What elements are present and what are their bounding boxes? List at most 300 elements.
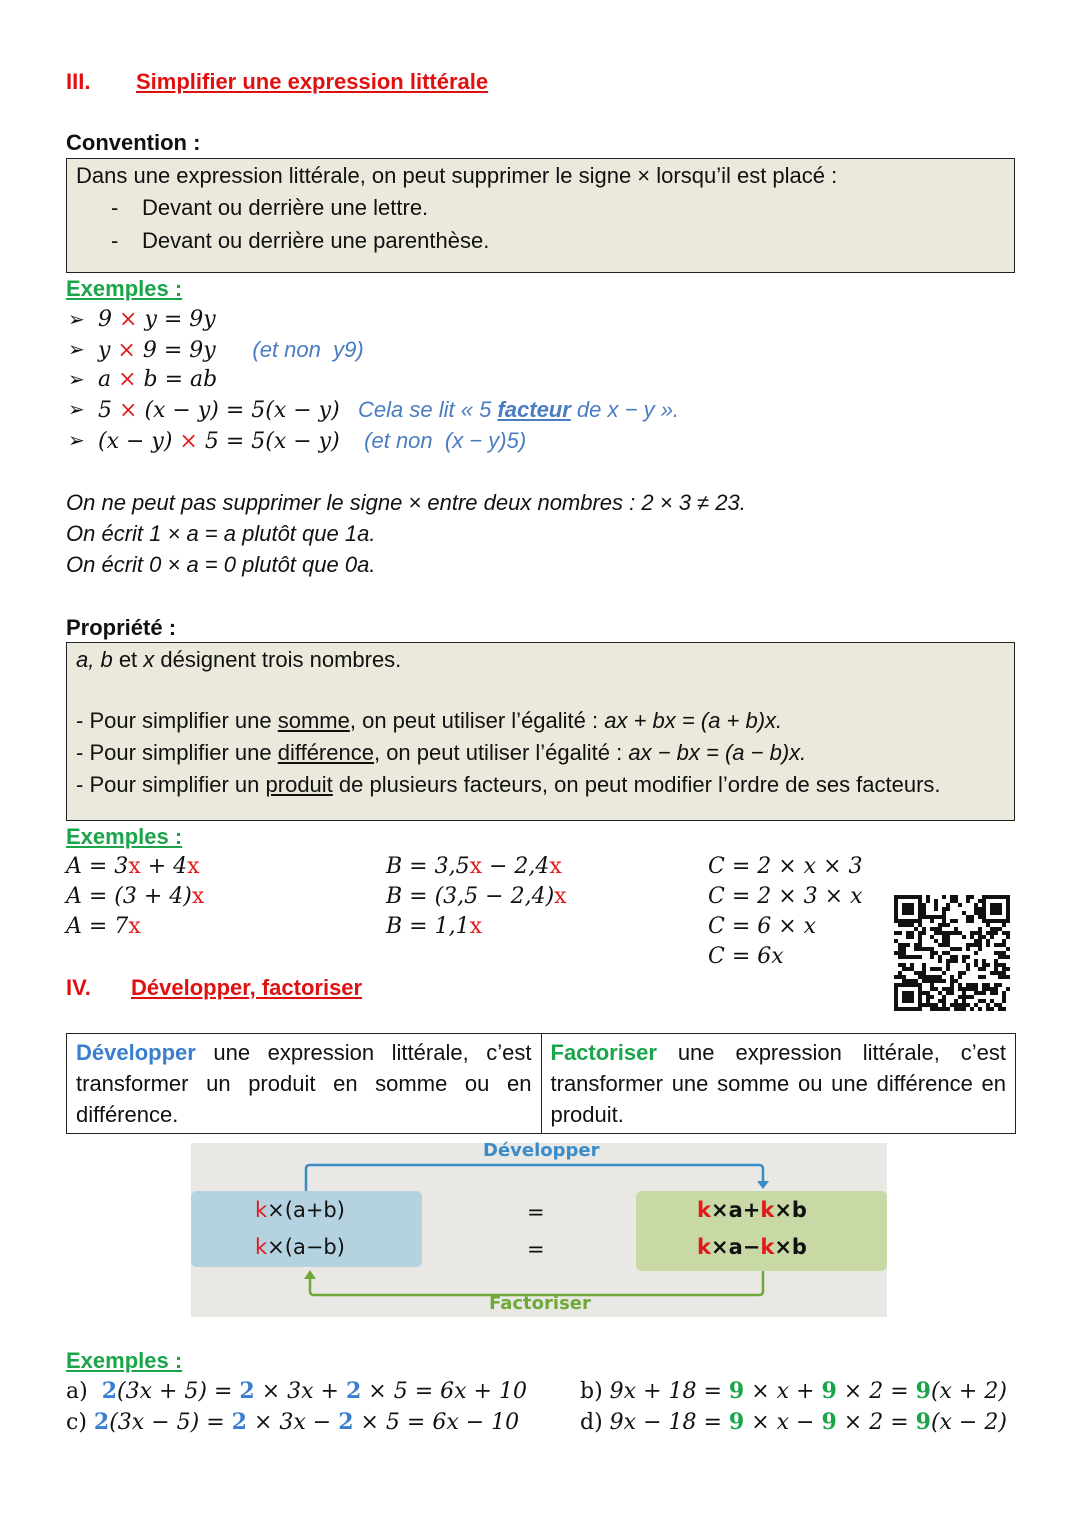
qr-module bbox=[946, 931, 950, 935]
qr-module bbox=[986, 923, 990, 927]
example-b-line bbox=[386, 913, 482, 941]
qr-module bbox=[930, 955, 934, 959]
qr-module bbox=[970, 987, 974, 991]
qr-module bbox=[1002, 999, 1006, 1003]
text-segment: x bbox=[549, 854, 562, 879]
text-segment: ×a+ bbox=[710, 1198, 761, 1222]
text-segment: × 2 = bbox=[836, 1379, 916, 1404]
text-segment: 9 bbox=[821, 1378, 837, 1404]
qr-module bbox=[942, 995, 946, 999]
qr-module bbox=[982, 919, 986, 923]
qr-module bbox=[902, 991, 906, 995]
text-segment: x bbox=[554, 884, 567, 909]
qr-module bbox=[970, 983, 974, 987]
qr-module bbox=[970, 1007, 974, 1011]
qr-module bbox=[922, 927, 926, 931]
qr-module bbox=[902, 951, 906, 955]
qr-module bbox=[994, 943, 998, 947]
qr-module bbox=[1002, 923, 1006, 927]
qr-module bbox=[922, 1003, 926, 1007]
definition-text: une expression littérale, c’est transformer une somme ou une différence en produit. bbox=[550, 1040, 1006, 1127]
qr-module bbox=[966, 947, 970, 951]
qr-module bbox=[1006, 915, 1010, 919]
qr-module bbox=[930, 995, 934, 999]
text-segment: C = 6x bbox=[708, 944, 784, 969]
property-line bbox=[76, 739, 806, 767]
qr-module bbox=[934, 975, 938, 979]
qr-module bbox=[990, 903, 994, 907]
qr-module bbox=[954, 927, 958, 931]
qr-module bbox=[942, 999, 946, 1003]
qr-module bbox=[982, 967, 986, 971]
qr-module bbox=[918, 947, 922, 951]
qr-module bbox=[942, 987, 946, 991]
qr-module bbox=[902, 963, 906, 967]
qr-module bbox=[918, 971, 922, 975]
qr-module bbox=[962, 1007, 966, 1011]
qr-module bbox=[982, 915, 986, 919]
text-segment: x bbox=[469, 914, 482, 939]
qr-module bbox=[994, 987, 998, 991]
text-segment: ×a− bbox=[710, 1235, 761, 1259]
qr-module bbox=[914, 947, 918, 951]
qr-module bbox=[950, 931, 954, 935]
qr-module bbox=[894, 939, 898, 943]
example-a-line bbox=[66, 913, 141, 941]
text-segment: , on peut utiliser l’égalité : bbox=[349, 708, 605, 733]
qr-module bbox=[906, 903, 910, 907]
qr-module bbox=[1006, 987, 1010, 991]
qr-module bbox=[958, 1007, 962, 1011]
text-segment: × x + bbox=[744, 1379, 822, 1404]
qr-module bbox=[962, 999, 966, 1003]
qr-module bbox=[938, 959, 942, 963]
qr-module bbox=[1006, 967, 1010, 971]
qr-module bbox=[906, 995, 910, 999]
qr-module bbox=[978, 927, 982, 931]
qr-module bbox=[950, 1003, 954, 1007]
qr-module bbox=[898, 919, 902, 923]
qr-module bbox=[918, 987, 922, 991]
qr-module bbox=[950, 919, 954, 923]
text-segment: C = 2 × x × 3 bbox=[708, 854, 863, 879]
qr-module bbox=[906, 895, 910, 899]
qr-module bbox=[974, 963, 978, 967]
qr-module bbox=[998, 907, 1002, 911]
qr-module bbox=[926, 991, 930, 995]
text-segment: k bbox=[760, 1198, 775, 1222]
text-segment: k bbox=[255, 1235, 268, 1259]
text-segment: × bbox=[118, 367, 144, 392]
text-segment: produit bbox=[265, 772, 333, 797]
qr-module bbox=[906, 911, 910, 915]
qr-module bbox=[1006, 911, 1010, 915]
qr-module bbox=[974, 983, 978, 987]
qr-module bbox=[998, 911, 1002, 915]
qr-module bbox=[950, 947, 954, 951]
qr-module bbox=[958, 987, 962, 991]
qr-module bbox=[902, 967, 906, 971]
remark: On écrit 0 × a = 0 plutôt que 0a. bbox=[66, 552, 376, 577]
qr-module bbox=[978, 943, 982, 947]
qr-module bbox=[986, 963, 990, 967]
qr-module bbox=[1002, 931, 1006, 935]
qr-module bbox=[926, 899, 930, 903]
qr-module bbox=[922, 979, 926, 983]
qr-module bbox=[910, 935, 914, 939]
qr-module bbox=[946, 907, 950, 911]
qr-module bbox=[942, 923, 946, 927]
qr-module bbox=[942, 919, 946, 923]
qr-module bbox=[978, 899, 982, 903]
convention-intro: Dans une expression littérale, on peut supprimer le signe × lorsqu’il est placé : bbox=[76, 163, 838, 188]
text-segment: y = 9y bbox=[144, 307, 216, 332]
qr-module bbox=[902, 975, 906, 979]
qr-module bbox=[942, 911, 946, 915]
qr-module bbox=[894, 975, 898, 979]
text-segment: 5 = 5(x − y) bbox=[204, 429, 340, 454]
qr-module bbox=[970, 931, 974, 935]
qr-module bbox=[898, 963, 902, 967]
qr-module bbox=[986, 943, 990, 947]
text-segment: a, b bbox=[76, 647, 113, 672]
text-segment: × 2 = bbox=[836, 1410, 916, 1435]
qr-module bbox=[1006, 903, 1010, 907]
qr-module bbox=[990, 991, 994, 995]
qr-module bbox=[966, 1003, 970, 1007]
qr-module bbox=[902, 919, 906, 923]
qr-module bbox=[982, 895, 986, 899]
qr-module bbox=[974, 987, 978, 991]
text-segment: k bbox=[760, 1235, 775, 1259]
example-line bbox=[580, 1408, 1007, 1437]
qr-module bbox=[950, 983, 954, 987]
right-expression bbox=[697, 1198, 807, 1222]
qr-module bbox=[982, 959, 986, 963]
qr-module bbox=[986, 931, 990, 935]
qr-module bbox=[914, 943, 918, 947]
qr-module bbox=[922, 915, 926, 919]
qr-module bbox=[998, 963, 1002, 967]
qr-module bbox=[902, 907, 906, 911]
qr-module bbox=[1006, 919, 1010, 923]
section-title: Développer, factoriser bbox=[131, 975, 363, 1000]
qr-module bbox=[998, 943, 1002, 947]
qr-module bbox=[922, 903, 926, 907]
qr-module bbox=[902, 1007, 906, 1011]
text-segment: ×b bbox=[774, 1235, 807, 1259]
qr-module bbox=[918, 911, 922, 915]
qr-module bbox=[918, 995, 922, 999]
qr-module bbox=[966, 987, 970, 991]
qr-module bbox=[934, 931, 938, 935]
qr-module bbox=[998, 895, 1002, 899]
text-segment: B = 1,1 bbox=[386, 914, 470, 939]
text-segment: y bbox=[98, 338, 118, 363]
qr-module bbox=[1006, 899, 1010, 903]
qr-module bbox=[934, 951, 938, 955]
qr-module bbox=[990, 987, 994, 991]
qr-module bbox=[954, 919, 958, 923]
qr-module bbox=[990, 919, 994, 923]
qr-module bbox=[926, 979, 930, 983]
qr-module bbox=[986, 939, 990, 943]
text-segment: x bbox=[128, 914, 141, 939]
qr-module bbox=[910, 967, 914, 971]
qr-module bbox=[998, 955, 1002, 959]
examples-label: Exemples : bbox=[66, 1348, 183, 1373]
qr-module bbox=[918, 915, 922, 919]
qr-module bbox=[898, 943, 902, 947]
qr-module bbox=[906, 983, 910, 987]
qr-module bbox=[910, 1007, 914, 1011]
qr-module bbox=[906, 923, 910, 927]
text-segment: x bbox=[187, 854, 200, 879]
text-segment: ×b bbox=[774, 1198, 807, 1222]
qr-module bbox=[942, 1003, 946, 1007]
qr-module bbox=[894, 903, 898, 907]
develop-factor-diagram bbox=[191, 1140, 887, 1317]
qr-module bbox=[950, 987, 954, 991]
example-line bbox=[98, 366, 217, 394]
text-segment: (x − y) bbox=[98, 429, 180, 454]
bullet-icon: ➢ bbox=[68, 399, 85, 421]
qr-module bbox=[938, 943, 942, 947]
qr-module bbox=[926, 895, 930, 899]
text-segment: 2 bbox=[93, 1409, 110, 1435]
qr-module bbox=[942, 951, 946, 955]
qr-module bbox=[906, 943, 910, 947]
qr-module bbox=[990, 1007, 994, 1011]
qr-module bbox=[930, 979, 934, 983]
qr-module bbox=[894, 1003, 898, 1007]
factor-label: Factoriser bbox=[489, 1293, 591, 1314]
qr-module bbox=[930, 1007, 934, 1011]
text-segment: × bbox=[117, 338, 143, 363]
text-segment: x bbox=[143, 647, 155, 672]
qr-module bbox=[906, 999, 910, 1003]
text-segment: (et non y9) bbox=[215, 337, 364, 362]
qr-module bbox=[930, 967, 934, 971]
qr-module bbox=[986, 1007, 990, 1011]
example-c-line bbox=[708, 853, 863, 881]
qr-module bbox=[962, 955, 966, 959]
qr-module bbox=[934, 903, 938, 907]
qr-module bbox=[946, 1007, 950, 1011]
qr-module bbox=[978, 947, 982, 951]
text-segment: × 5 = 6x − 10 bbox=[353, 1410, 520, 1435]
qr-module bbox=[934, 927, 938, 931]
qr-module bbox=[962, 991, 966, 995]
qr-module bbox=[954, 899, 958, 903]
text-segment: désignent trois nombres. bbox=[154, 647, 402, 672]
qr-module bbox=[914, 971, 918, 975]
qr-module bbox=[938, 927, 942, 931]
qr-module bbox=[994, 927, 998, 931]
qr-module bbox=[982, 991, 986, 995]
qr-module bbox=[970, 995, 974, 999]
text-segment: b = ab bbox=[143, 367, 218, 392]
qr-module bbox=[950, 895, 954, 899]
qr-module bbox=[902, 999, 906, 1003]
left-expression bbox=[255, 1198, 345, 1222]
example-line bbox=[66, 1408, 519, 1437]
example-line bbox=[98, 427, 526, 456]
qr-module bbox=[974, 959, 978, 963]
text-segment: x bbox=[469, 854, 482, 879]
qr-module bbox=[910, 983, 914, 987]
qr-module bbox=[978, 999, 982, 1003]
qr-module bbox=[946, 939, 950, 943]
qr-module bbox=[982, 899, 986, 903]
qr-module bbox=[970, 915, 974, 919]
remark: On ne peut pas supprimer le signe × entre deux nombres : 2 × 3 ≠ 23. bbox=[66, 490, 746, 515]
example-line bbox=[98, 336, 364, 365]
qr-module bbox=[974, 907, 978, 911]
qr-module bbox=[954, 947, 958, 951]
qr-module bbox=[922, 991, 926, 995]
qr-module bbox=[994, 1003, 998, 1007]
qr-module bbox=[950, 899, 954, 903]
qr-module bbox=[906, 919, 910, 923]
qr-module bbox=[918, 999, 922, 1003]
qr-module bbox=[970, 935, 974, 939]
property-box bbox=[66, 642, 1015, 821]
qr-module bbox=[898, 983, 902, 987]
qr-module bbox=[994, 931, 998, 935]
text-segment: × x − bbox=[744, 1410, 822, 1435]
qr-module bbox=[998, 971, 1002, 975]
example-a-line bbox=[66, 883, 204, 911]
example-line bbox=[98, 306, 216, 334]
qr-module bbox=[962, 959, 966, 963]
dash: - bbox=[111, 228, 119, 253]
qr-module bbox=[894, 911, 898, 915]
text-segment: ax + bx = (a + b)x. bbox=[604, 708, 783, 733]
text-segment: k bbox=[697, 1235, 711, 1259]
text-segment: k bbox=[255, 1198, 268, 1222]
qr-module bbox=[898, 971, 902, 975]
qr-module bbox=[954, 999, 958, 1003]
text-segment: a bbox=[98, 367, 119, 392]
qr-module bbox=[906, 955, 910, 959]
definition-factor bbox=[541, 1034, 1016, 1134]
qr-module bbox=[958, 971, 962, 975]
examples-label: Exemples : bbox=[66, 824, 183, 849]
qr-module bbox=[962, 1003, 966, 1007]
qr-module bbox=[966, 995, 970, 999]
qr-module bbox=[1006, 931, 1010, 935]
qr-module bbox=[962, 911, 966, 915]
qr-module bbox=[930, 951, 934, 955]
qr-module bbox=[898, 1007, 902, 1011]
qr-module bbox=[930, 927, 934, 931]
qr-module bbox=[1006, 955, 1010, 959]
text-segment: - Pour simplifier un bbox=[76, 772, 266, 797]
qr-module bbox=[898, 931, 902, 935]
definition-develop bbox=[67, 1034, 542, 1134]
qr-module bbox=[986, 987, 990, 991]
qr-module bbox=[982, 987, 986, 991]
text-segment: 9 bbox=[915, 1378, 931, 1404]
convention-item: Devant ou derrière une lettre. bbox=[142, 195, 429, 220]
left-expression bbox=[255, 1235, 345, 1259]
qr-module bbox=[906, 931, 910, 935]
qr-module bbox=[942, 907, 946, 911]
property-line bbox=[76, 707, 782, 735]
text-segment: ax − bx = (a − b)x. bbox=[628, 740, 807, 765]
text-segment: A = 3 bbox=[66, 854, 129, 879]
qr-module bbox=[894, 987, 898, 991]
text-segment: a) bbox=[66, 1379, 102, 1404]
qr-module bbox=[974, 991, 978, 995]
example-line bbox=[98, 396, 679, 425]
convention-item: Devant ou derrière une parenthèse. bbox=[142, 228, 490, 253]
qr-module bbox=[894, 991, 898, 995]
text-segment: (et non (x − y)5) bbox=[339, 428, 527, 453]
text-segment: 9 bbox=[821, 1409, 837, 1435]
qr-module bbox=[946, 991, 950, 995]
text-segment: B = (3,5 − 2,4) bbox=[386, 884, 555, 909]
bullet-icon: ➢ bbox=[68, 369, 85, 391]
qr-module bbox=[942, 939, 946, 943]
qr-module bbox=[954, 931, 958, 935]
qr-module bbox=[978, 1007, 982, 1011]
equals-sign: = bbox=[527, 1237, 545, 1261]
qr-module bbox=[906, 1007, 910, 1011]
text-segment: + 4 bbox=[140, 854, 188, 879]
qr-module bbox=[958, 975, 962, 979]
qr-module bbox=[934, 967, 938, 971]
qr-code-icon[interactable] bbox=[894, 895, 1014, 1013]
qr-module bbox=[934, 1003, 938, 1007]
qr-module bbox=[974, 911, 978, 915]
qr-module bbox=[994, 911, 998, 915]
qr-module bbox=[898, 975, 902, 979]
property-intro bbox=[76, 646, 401, 674]
qr-module bbox=[926, 995, 930, 999]
qr-module bbox=[894, 919, 898, 923]
qr-module bbox=[930, 975, 934, 979]
text-segment: (x − 2) bbox=[930, 1410, 1007, 1435]
qr-module bbox=[950, 979, 954, 983]
definitions-table bbox=[66, 1033, 1016, 1134]
qr-module bbox=[970, 943, 974, 947]
qr-module bbox=[990, 931, 994, 935]
qr-module bbox=[898, 947, 902, 951]
qr-module bbox=[914, 895, 918, 899]
text-segment: 2 bbox=[338, 1409, 354, 1435]
qr-module bbox=[1002, 975, 1006, 979]
qr-module bbox=[946, 903, 950, 907]
qr-module bbox=[994, 907, 998, 911]
qr-module bbox=[994, 903, 998, 907]
text-segment: × 3x − bbox=[246, 1410, 339, 1435]
text-segment: 2 bbox=[239, 1378, 255, 1404]
qr-module bbox=[918, 895, 922, 899]
right-expression bbox=[697, 1235, 807, 1259]
qr-module bbox=[982, 983, 986, 987]
qr-module bbox=[958, 903, 962, 907]
qr-module bbox=[934, 915, 938, 919]
text-segment: x bbox=[191, 884, 205, 909]
qr-module bbox=[994, 967, 998, 971]
text-segment: ×(a−b) bbox=[267, 1235, 345, 1259]
qr-module bbox=[1002, 971, 1006, 975]
definition-text: une expression littérale, c’est transformer un produit en somme ou en différence. bbox=[76, 1040, 532, 1127]
text-segment: 9 = 9y bbox=[142, 338, 216, 363]
text-segment: , on peut utiliser l’égalité : bbox=[373, 740, 629, 765]
